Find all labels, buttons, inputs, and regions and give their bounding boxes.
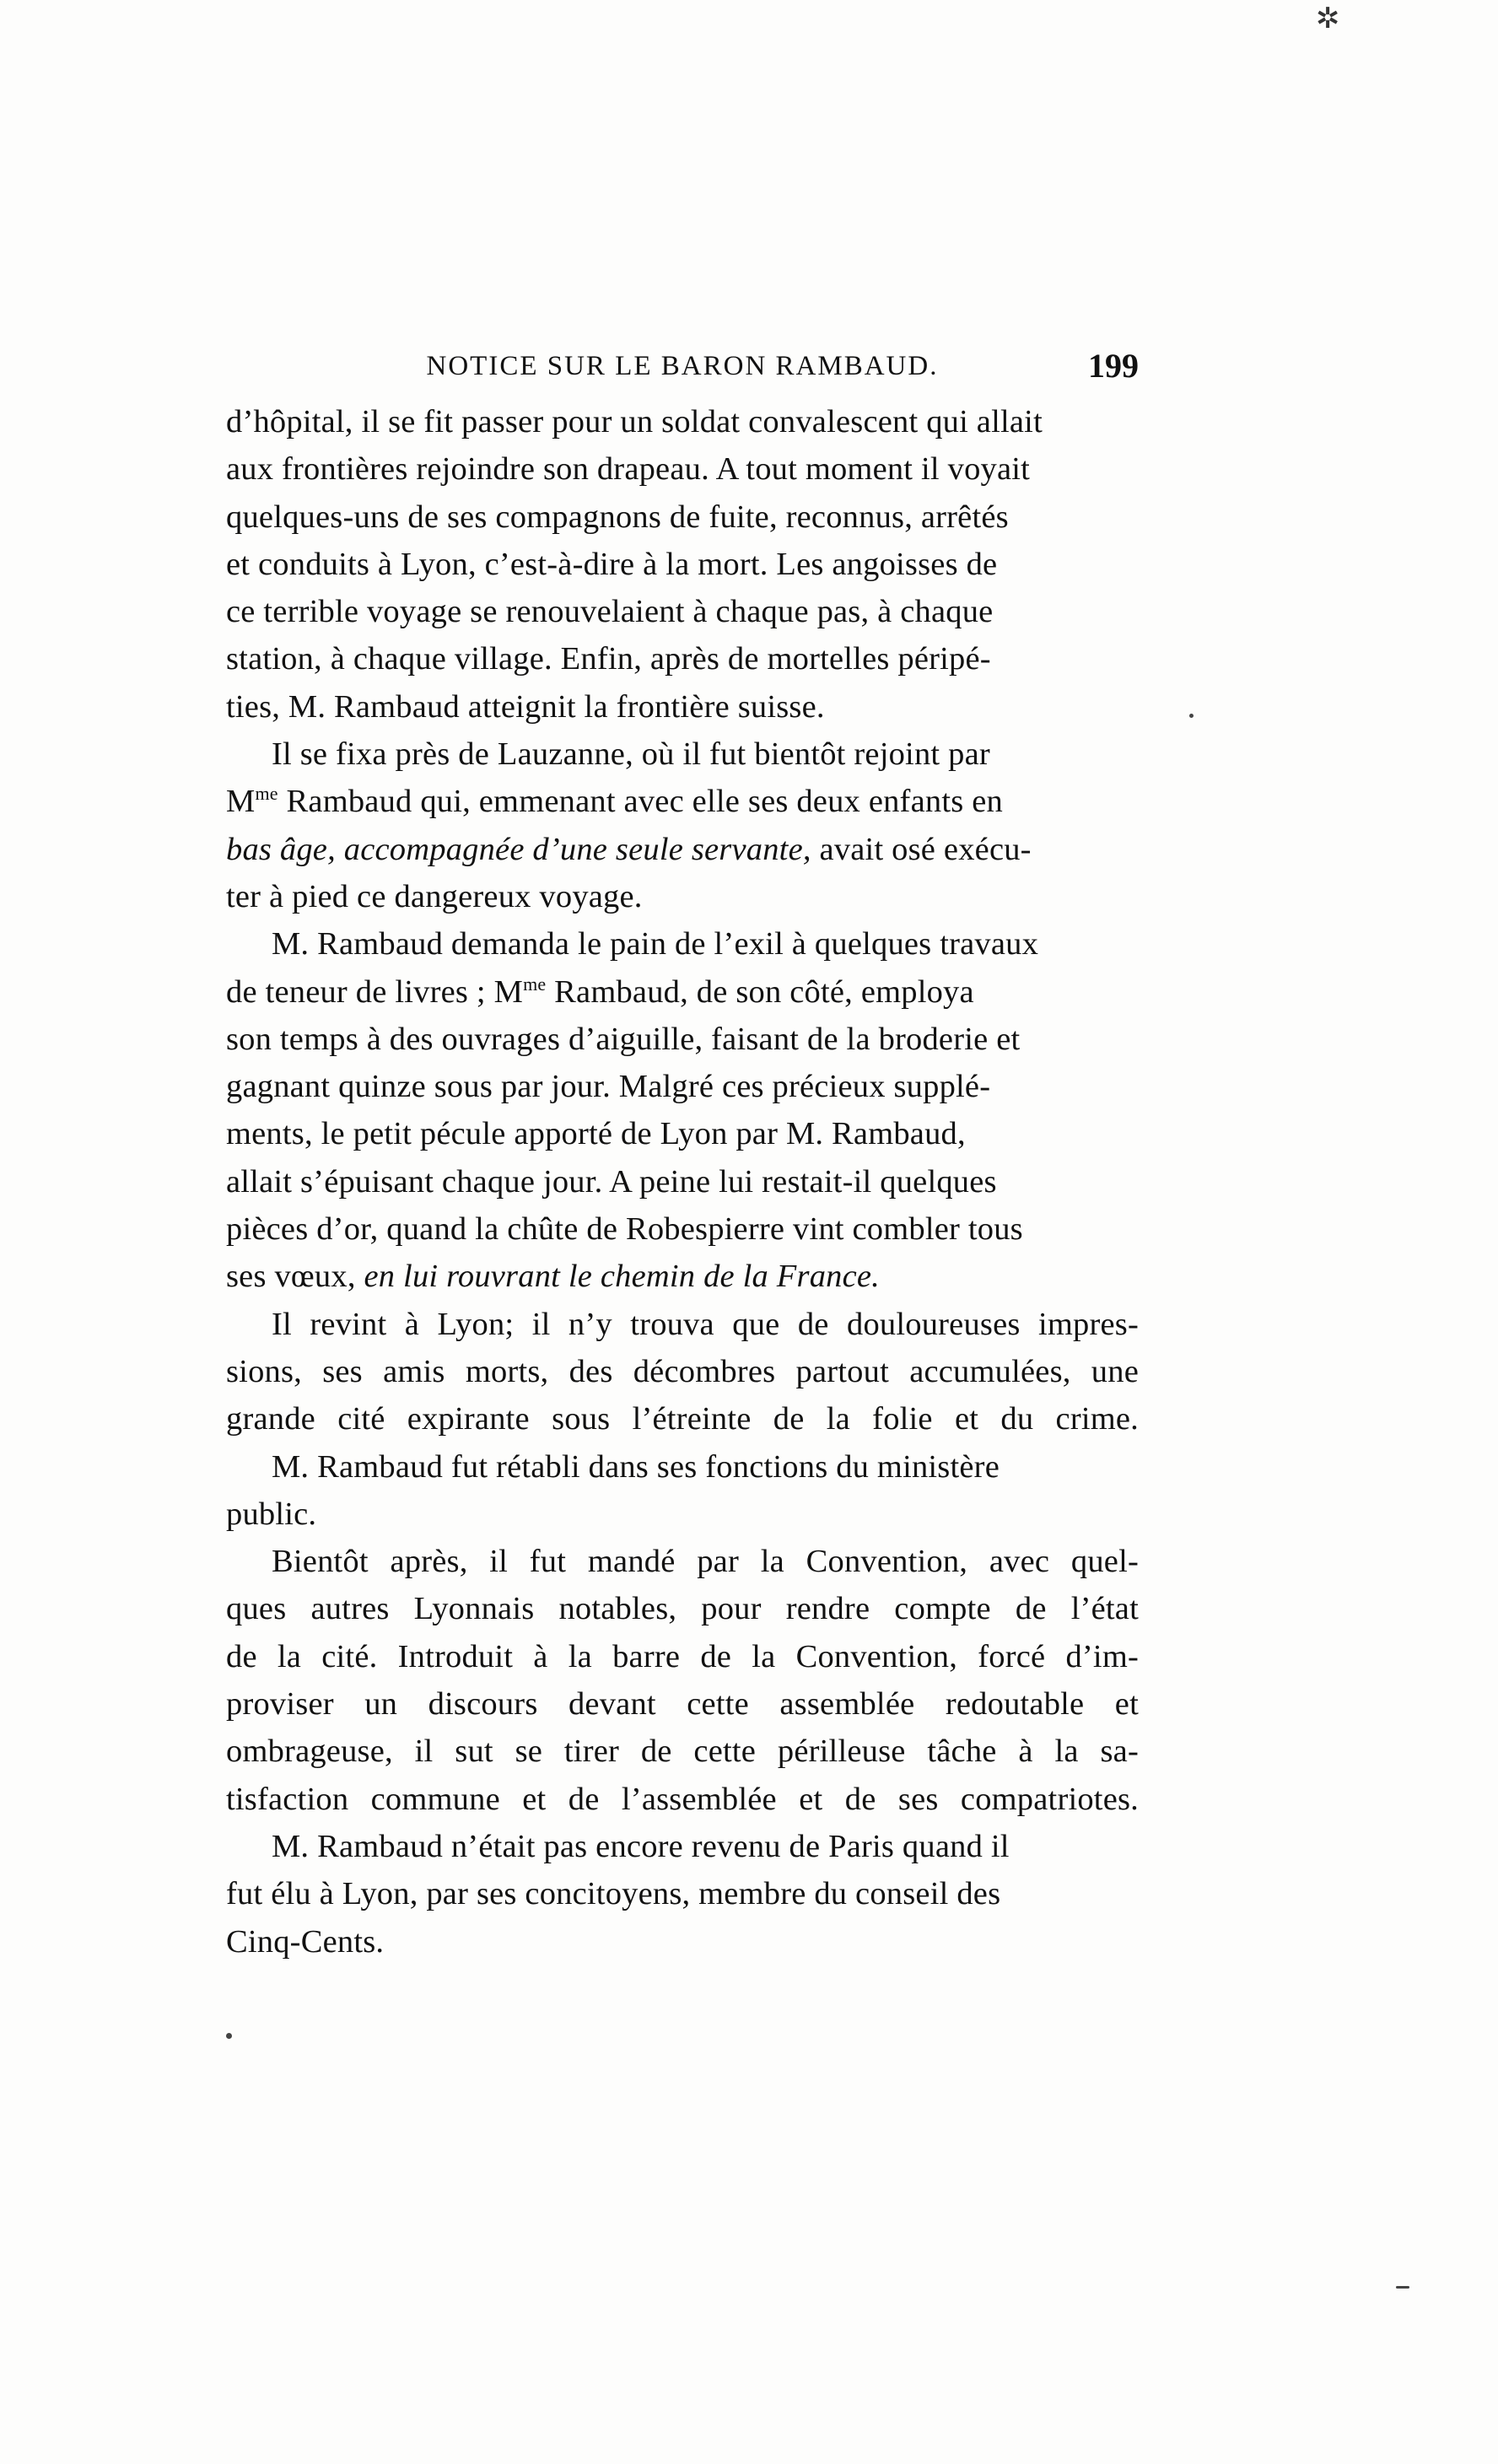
line: de la cité. Introduit à la barre de la Convention, forcé d’im- <box>226 1638 1139 1674</box>
paragraph-2 <box>226 731 1139 920</box>
line: Cinq-Cents. <box>226 1923 385 1960</box>
scan-speck <box>1396 2286 1409 2289</box>
line: Il se fixa près de Lauzanne, où il fut bientôt rejoint par <box>272 736 990 773</box>
paragraph-1 <box>226 398 1139 731</box>
line: allait s’épuisant chaque jour. A peine lui restait-il quelques <box>226 1163 997 1200</box>
paragraph-6 <box>226 1538 1139 1823</box>
line: quelques-uns de ses compagnons de fuite, reconnus, arrêtés <box>226 499 1009 535</box>
line: ques autres Lyonnais notables, pour rendre compte de l’état <box>226 1591 1139 1627</box>
line: M. Rambaud fut rétabli dans ses fonctions du ministère <box>272 1448 1000 1485</box>
line: gagnant quinze sous par jour. Malgré ces précieux supplé- <box>226 1069 991 1105</box>
line: ce terrible voyage se renouvelaient à chaque pas, à chaque <box>226 594 994 630</box>
line: M. Rambaud n’était pas encore revenu de Paris quand il <box>272 1828 1010 1864</box>
line: de teneur de livres ; $M^{me}$ Rambaud, de son côté, employa <box>226 973 974 1010</box>
paragraph-7 <box>226 1823 1139 1965</box>
line: Bientôt après, il fut mandé par la Convention, avec quel- <box>272 1544 1139 1580</box>
running-head <box>226 346 1139 388</box>
page-number: 199 <box>1088 347 1139 385</box>
line: public. <box>226 1496 317 1532</box>
line: ments, le petit pécule apporté de Lyon par M. Rambaud, <box>226 1116 966 1152</box>
line: grande cité expirante sous l’étreinte de la folie et du crime. <box>226 1401 1139 1437</box>
line: ombrageuse, il sut se tirer de cette périlleuse tâche à la sa- <box>226 1733 1139 1770</box>
line: tisfaction commune et de l’assemblée et de ses compatriotes. <box>226 1781 1139 1817</box>
line: ter à pied ce dangereux voyage. <box>226 878 643 914</box>
paragraph-3 <box>226 920 1139 1300</box>
line: proviser un discours devant cette assemblée redoutable et <box>226 1686 1139 1723</box>
scan-speck <box>1189 714 1194 718</box>
scan-speck <box>226 2033 232 2039</box>
line: Il revint à Lyon; il n’y trouva que de douloureuses impres- <box>272 1306 1139 1342</box>
line: son temps à des ouvrages d’aiguille, faisant de la broderie et <box>226 1021 1021 1057</box>
scan-mark-top-right: ✲ <box>1316 2 1340 35</box>
running-title: NOTICE SUR LE BARON RAMBAUD. <box>426 351 939 381</box>
line: pièces d’or, quand la chûte de Robespierre vint combler tous <box>226 1211 1023 1248</box>
paragraph-4 <box>226 1301 1139 1443</box>
line: ses vœux, en lui rouvrant le chemin de la France. <box>226 1259 881 1295</box>
line: $M^{me}$ Rambaud qui, emmenant avec elle ses deux enfants en <box>226 783 1003 820</box>
body-text <box>226 398 1139 1965</box>
line: d’hôpital, il se fit passer pour un soldat convalescent qui allait <box>226 404 1043 439</box>
line: sions, ses amis morts, des décombres partout accumulées, une <box>226 1353 1139 1389</box>
line: aux frontières rejoindre son drapeau. A tout moment il voyait <box>226 451 1031 488</box>
line: station, à chaque village. Enfin, après de mortelles péripé- <box>226 641 991 677</box>
line: et conduits à Lyon, c’est-à-dire à la mort. Les angoisses de <box>226 546 998 582</box>
paragraph-5 <box>226 1443 1139 1539</box>
line: fut élu à Lyon, par ses concitoyens, membre du conseil des <box>226 1876 1001 1912</box>
line: bas âge, accompagnée d’une seule servante, avait osé exécu- <box>226 831 1032 867</box>
line: ties, M. Rambaud atteignit la frontière suisse. <box>226 688 825 725</box>
line: M. Rambaud demanda le pain de l’exil à quelques travaux <box>272 926 1039 962</box>
